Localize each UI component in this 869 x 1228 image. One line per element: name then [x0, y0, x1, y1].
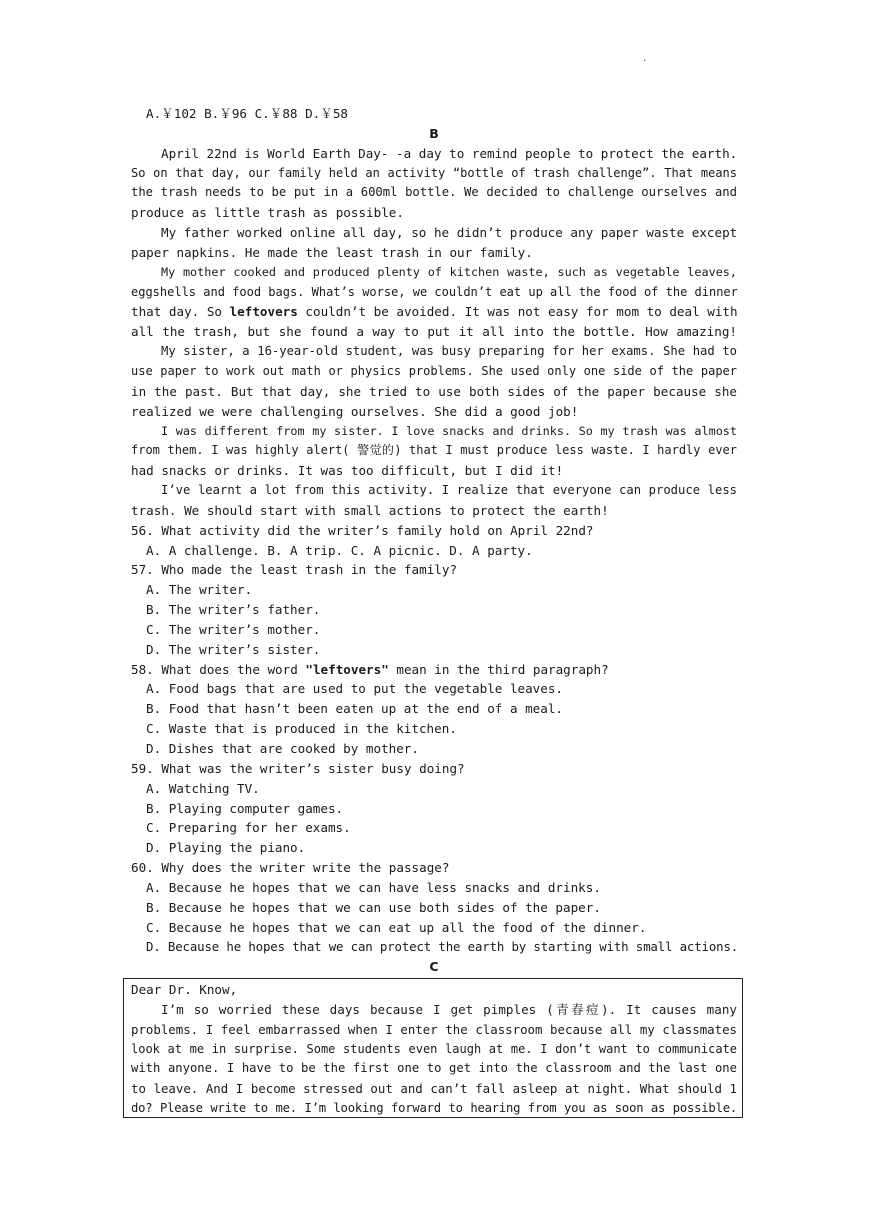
passage-line: April 22nd is World Earth Day- -a day to remind people to protect the earth.	[161, 145, 738, 161]
question-text: mean in the third paragraph?	[388, 661, 609, 677]
passage-line: My sister, a 16-year-old student, was busy preparing for her exams. She had to	[161, 344, 737, 359]
passage-line: use paper to work out math or physics problems. She used only one side of the paper	[131, 363, 737, 378]
option-a: A. Because he hopes that we can have less snacks and drinks.	[146, 879, 601, 895]
option-d: D. Dishes that are cooked by mother.	[146, 741, 419, 756]
keyword-leftovers: leftovers	[229, 304, 298, 320]
passage-line: had snacks or drinks. It was too difficult, but I did it!	[131, 463, 564, 479]
keyword-leftovers: "leftovers"	[305, 661, 389, 677]
option-d: D. Because he hopes that we can protect the earth by starting with small actions.	[146, 939, 739, 955]
passage-line: trash. We should start with small actions to protect the earth!	[131, 502, 609, 518]
passage-line: paper napkins. He made the least trash in our family.	[131, 244, 533, 260]
option-c: C. The writer’s mother.	[146, 621, 321, 637]
question-59: 59. What was the writer’s sister busy doing?	[131, 760, 465, 776]
passage-line: produce as little trash as possible.	[131, 205, 404, 221]
passage-line: in the past. But that day, she tried to use both sides of the paper because she	[131, 383, 737, 399]
passage-text: couldn’t be avoided. It was not easy for mom to deal with	[297, 304, 738, 320]
passage-line: realized we were challenging ourselves. She did a good job!	[131, 403, 579, 419]
option-b: B. The writer’s father.	[146, 602, 321, 618]
section-b-title: B	[429, 125, 439, 141]
option-b: B. Because he hopes that we can use both sides of the paper.	[146, 899, 601, 915]
letter-line: look at me in surprise. Some students even laugh at me. I don’t want to communicate	[131, 1041, 737, 1056]
option-b: B. Playing computer games.	[146, 800, 344, 816]
option-c: C. Preparing for her exams.	[146, 820, 351, 836]
letter-content	[131, 980, 737, 1119]
letter-salutation: Dear Dr. Know,	[131, 982, 238, 997]
passage-line: I was different from my sister. I love snacks and drinks. So my trash was almost	[161, 423, 737, 438]
option-a: A. The writer.	[146, 582, 253, 598]
letter-line: to leave. And I become stressed out and can’t fall asleep at night. What should 1	[131, 1081, 737, 1097]
question-text: 58. What does the word	[131, 661, 306, 677]
letter-line: problems. I feel embarrassed when I enter the classroom because all my classmates	[131, 1021, 737, 1037]
option-d: D. The writer’s sister.	[146, 641, 321, 657]
header-dot: .	[642, 54, 648, 64]
passage-text: that day. So	[131, 304, 230, 320]
passage-line: eggshells and food bags. What’s worse, we couldn’t eat up all the food of the dinner	[131, 284, 738, 299]
passage-line: My father worked online all day, so he didn’t produce any paper waste except	[161, 225, 738, 241]
question-58	[131, 660, 737, 680]
option-a: A. Watching TV.	[146, 780, 260, 796]
letter-line: I’m so worried these days because I get pimples (青春痘). It causes many	[161, 1001, 737, 1017]
option-c: C. Because he hopes that we can eat up all the food of the dinner.	[146, 919, 647, 935]
passage-line: the trash needs to be put in a 600ml bottle. We decided to challenge ourselves and	[131, 185, 737, 200]
passage-line: all the trash, but she found a way to put it all into the bottle. How amazing!	[131, 324, 737, 340]
option-a: A. Food bags that are used to put the vegetable leaves.	[146, 681, 564, 697]
passage-line: So on that day, our family held an activity “bottle of trash challenge”. That means	[131, 165, 737, 180]
option-c: C. Waste that is produced in the kitchen.	[146, 721, 457, 737]
letter-box	[123, 978, 743, 1118]
passage-line: from them. I was highly alert( 警觉的) that I must produce less waste. I hardly ever	[131, 443, 737, 458]
option-b: B. Food that hasn’t been eaten up at the end of a meal.	[146, 701, 564, 717]
reading-content	[131, 104, 737, 977]
question-56: 56. What activity did the writer’s family hold on April 22nd?	[131, 522, 594, 538]
question-56-options: A. A challenge. B. A trip. C. A picnic. D. A party.	[146, 542, 533, 558]
letter-line: with anyone. I have to be the first one to get into the classroom and the last one	[131, 1061, 737, 1076]
section-c-title: C	[429, 959, 439, 975]
letter-line: do? Please write to me. I’m looking forward to hearing from you as soon as possible.	[131, 1101, 737, 1116]
option-d: D. Playing the piano.	[146, 840, 306, 856]
passage-line: My mother cooked and produced plenty of kitchen waste, such as vegetable leaves,	[161, 264, 737, 279]
passage-line: I’ve learnt a lot from this activity. I realize that everyone can produce less	[161, 483, 737, 498]
passage-line-with-keyword	[131, 302, 737, 322]
previous-question-options: A.￥102 B.￥96 C.￥88 D.￥58	[146, 106, 349, 121]
question-57: 57. Who made the least trash in the family?	[131, 562, 458, 578]
question-60: 60. Why does the writer write the passage?	[131, 860, 450, 876]
